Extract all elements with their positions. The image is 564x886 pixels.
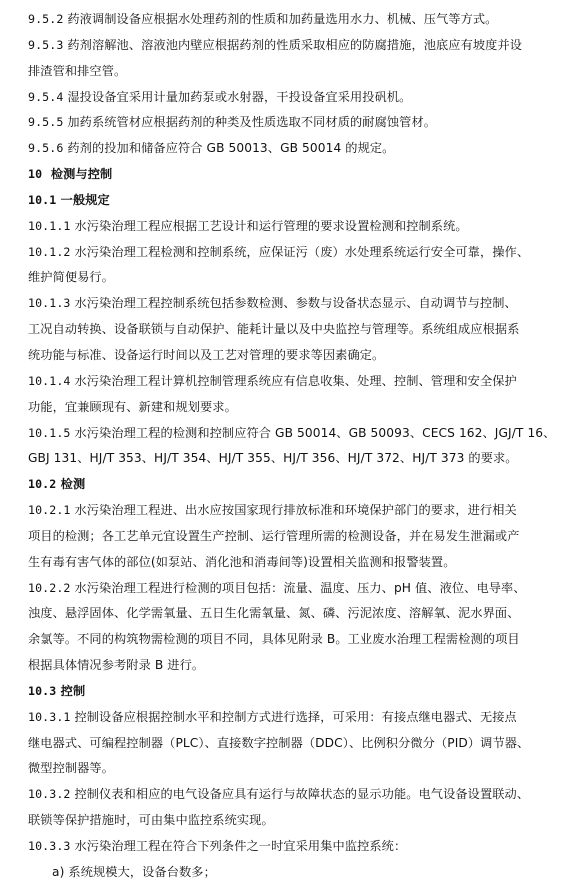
clause-10-2-2-cont	[28, 601, 558, 627]
clause-9-5-3	[28, 33, 558, 59]
clause-number: 10.1.2	[28, 244, 71, 259]
clause-10-1-3-cont	[28, 317, 558, 343]
clause-10-3-1-cont	[28, 731, 558, 757]
clause-9-5-6	[28, 136, 558, 162]
clause-number: 10.2.2	[28, 580, 71, 595]
clause-text: 水污染治理工程在符合下列条件之一时宜采用集中监控系统：	[74, 839, 407, 853]
clause-number: 10.3.1	[28, 709, 71, 724]
clause-number: 9.5.2	[28, 12, 64, 26]
clause-number: 9.5.5	[28, 115, 64, 130]
clause-10-1-4-cont	[28, 395, 558, 421]
clause-number: 10.1.5	[28, 425, 71, 440]
clause-10-2-1-cont	[28, 550, 558, 576]
clause-10-1-1	[28, 214, 558, 240]
clause-text: 水污染治理工程检测和控制系统，应保证污（废）水处理系统运行安全可靠，操作、	[74, 244, 530, 259]
clause-number: 10.1.1	[28, 218, 71, 233]
clause-text: 根据具体情况参考附录 B 进行。	[28, 658, 205, 673]
clause-text: 药液调制设备应根据水处理药剂的性质和加药量选用水力、机械、压气等方式。	[67, 12, 498, 26]
clause-text: 继电器式、可编程控制器（PLC）、直接数字控制器（DDC）、比例积分微分（PID）调节器、	[28, 735, 530, 750]
chapter-10-heading	[28, 162, 558, 188]
section-10-3-heading	[28, 679, 558, 705]
clause-10-2-1	[28, 498, 558, 524]
section-title: 检测	[60, 477, 86, 492]
section-number: 10.3	[28, 683, 57, 698]
clause-text: 水污染治理工程进、出水应按国家现行排放标准和环境保护部门的要求，进行相关	[74, 503, 517, 518]
clause-text: 项目的检测；各工艺单元宜设置生产控制、运行管理所需的检测设备，并在易发生泄漏或产	[28, 528, 520, 543]
clause-number: 10.3.3	[28, 839, 71, 853]
clause-10-1-2	[28, 240, 558, 266]
clause-number: 9.5.3	[28, 37, 64, 52]
document-page	[28, 7, 558, 886]
clause-text: 水污染治理工程的检测和控制应符合 GB 50014、GB 50093、CECS 162、JGJ/T 16、	[74, 425, 556, 440]
clause-10-2-2	[28, 576, 558, 602]
clause-number: 10.1.4	[28, 373, 71, 388]
clause-10-1-5	[28, 421, 558, 447]
clause-text: 药剂溶解池、溶液池内壁应根据药剂的性质采取相应的防腐措施，池底应有坡度并设	[67, 37, 523, 52]
clause-9-5-5	[28, 110, 558, 136]
clause-text: 浊度、悬浮固体、化学需氧量、五日生化需氧量、氮、磷、污泥浓度、溶解氧、泥水界面、	[28, 606, 520, 621]
section-10-1-heading	[28, 188, 558, 214]
list-item-a	[28, 860, 558, 886]
clause-text: 功能，宜兼顾现有、新建和规划要求。	[28, 399, 237, 414]
clause-text: 生有毒有害气体的部位(如泵站、消化池和消毒间等)设置相关监测和报警装置。	[28, 554, 456, 569]
clause-text: 维护简便易行。	[28, 270, 115, 285]
clause-10-1-2-cont	[28, 265, 558, 291]
clause-text: 加药系统管材应根据药剂的种类及性质选取不同材质的耐腐蚀管材。	[67, 115, 437, 130]
section-number: 10.2	[28, 477, 57, 492]
clause-10-3-1-cont	[28, 756, 558, 782]
list-item-text: 系统规模大，设备台数多；	[68, 864, 216, 879]
clause-text: 水污染治理工程进行检测的项目包括：流量、温度、压力、pH 值、液位、电导率、	[74, 580, 526, 595]
list-marker: a)	[52, 864, 65, 879]
clause-text: 控制设备应根据控制水平和控制方式进行选择，可采用：有接点继电器式、无接点	[74, 709, 517, 724]
clause-9-5-4	[28, 85, 558, 111]
clause-text: 统功能与标准、设备运行时间以及工艺对管理的要求等因素确定。	[28, 347, 385, 362]
clause-text: 余氯等。不同的构筑物需检测的项目不同，具体见附录 B。工业废水治理工程需检测的项目	[28, 632, 520, 647]
clause-text: 工况自动转换、设备联锁与自动保护、能耗计量以及中央监控与管理等。系统组成应根据系	[28, 322, 520, 337]
section-title: 一般规定	[60, 192, 110, 207]
section-title: 控制	[60, 683, 86, 698]
section-10-2-heading	[28, 472, 558, 498]
clause-number: 10.2.1	[28, 503, 71, 518]
clause-10-1-5-cont	[28, 446, 558, 472]
clause-text: 排渣管和排空管。	[28, 63, 127, 78]
clause-10-1-3	[28, 291, 558, 317]
clause-number: 9.5.4	[28, 89, 64, 104]
clause-text: 微型控制器等。	[28, 761, 115, 776]
clause-text: 水污染治理工程应根据工艺设计和运行管理的要求设置检测和控制系统。	[74, 218, 468, 233]
clause-9-5-3-cont	[28, 59, 558, 85]
clause-text: 水污染治理工程控制系统包括参数检测、参数与设备状态显示、自动调节与控制、	[74, 296, 517, 311]
clause-9-5-2	[28, 7, 558, 33]
clause-text: GBJ 131、HJ/T 353、HJ/T 354、HJ/T 355、HJ/T 356、HJ/T 372、HJ/T 373 的要求。	[28, 451, 518, 466]
clause-10-1-3-cont	[28, 343, 558, 369]
section-title: 检测与控制	[50, 167, 113, 182]
clause-number: 9.5.6	[28, 141, 64, 156]
clause-text: 水污染治理工程计算机控制管理系统应有信息收集、处理、控制、管理和安全保护	[74, 373, 517, 388]
clause-10-1-4	[28, 369, 558, 395]
clause-10-3-3	[28, 834, 558, 860]
clause-10-2-2-cont	[28, 627, 558, 653]
clause-number: 10.3.2	[28, 787, 71, 802]
clause-text: 药剂的投加和储备应符合 GB 50013、GB 50014 的规定。	[67, 141, 395, 156]
section-number: 10.1	[28, 192, 57, 207]
clause-10-2-1-cont	[28, 524, 558, 550]
clause-text: 联锁等保护措施时，可由集中监控系统实现。	[28, 813, 274, 828]
clause-10-2-2-cont	[28, 653, 558, 679]
clause-text: 控制仪表和相应的电气设备应具有运行与故障状态的显示功能。电气设备设置联动、	[74, 787, 530, 802]
clause-text: 湿投设备宜采用计量加药泵或水射器，干投设备宜采用投矾机。	[67, 89, 412, 104]
section-number: 10	[28, 167, 43, 182]
clause-number: 10.1.3	[28, 296, 71, 311]
clause-10-3-1	[28, 705, 558, 731]
clause-10-3-2	[28, 782, 558, 808]
clause-10-3-2-cont	[28, 808, 558, 834]
